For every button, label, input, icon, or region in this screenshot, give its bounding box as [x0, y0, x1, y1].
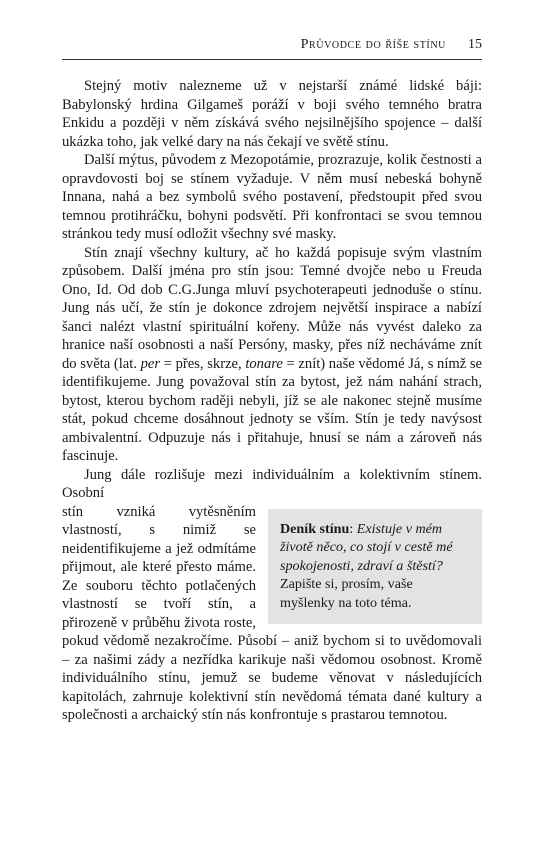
running-title: Průvodce do říše stínu — [300, 37, 446, 52]
latin-term-tonare: tonare — [245, 355, 283, 372]
journal-instruction: Zapište si, prosím, vaše myšlenky na toto téma. — [280, 576, 413, 611]
latin-term-per: per — [140, 355, 161, 372]
paragraph-collective-shadow-intro: Jung dále rozlišuje mezi individuálním a kolektivním stínem. Osobní — [62, 466, 482, 501]
journal-label: Deník stínu — [280, 520, 350, 537]
shadow-journal-box: Deník stínu: Existuje v mém životě něco, co stojí v cestě mé spokojenosti, zdraví a štěstí? Zapište si, prosím, vaše myšlenky na toto téma. — [268, 509, 482, 625]
paragraph-innana: Další mýtus, původem z Mezopotámie, prozrazuje, kolik čestnosti a opravdovosti boj se stínem vyžaduje. V něm musí nebeská bohyně Innana, nahá a bez symbolů svého postavení, předstoupit před svou temnou protihráčku, bohyni podsvětí. Při konfrontaci se svou temnou stránkou tedy musí odložit všechny své masky. — [62, 152, 482, 242]
text-segment: Stín znají všechny kultury, ač ho každá popisuje svým vlastním způsobem. Další jména pro stín jsou: Temné dvojče nebo u Freuda Ono, Id. Od dob C.G.Junga mluví psychoterapeuti jednoduše o stínu. Jung nás učí, že stín je dokonce zdrojem největší inspirace a nabízí šanci nalézt vlastní spirituální kořeny. Může nás vyvést daleko za hranice naší osobnosti a naší Persóny, masky, přes níž necháváme znít do světa (lat. — [62, 244, 482, 372]
journal-question: Existuje v mém životě něco, co stojí v cestě mé spokojenosti, zdraví a štěstí? — [280, 520, 453, 574]
main-text — [62, 77, 482, 725]
page-number: 15 — [468, 37, 482, 52]
paragraph-collective-shadow: stín vzniká vytěsněním vlastností, s nimiž se neidentifikujeme a jež odmítáme přijmout, ale které přesto máme. Ze souboru těchto potlačených vlastností se tvoří stín, a přirozeně v průběhu života roste, pokud vědomě nezakročíme. Působí – aniž bychom si to uvědomovali – za našimi zády a nezřídka karikuje naši vědomou osobnost. Kromě individuálního stínu, jemuž se budeme věnovat v následujících kapitolách, zahrnuje kolektivní stín nevědomá témata dané kultury a společnosti a archaický stín nás konfrontuje s prastarou temnotou. — [62, 503, 482, 723]
running-header — [62, 37, 482, 60]
text-segment: = znít) naše vědomé Já, s nímž se identifikujeme. Jung považoval stín za bytost, jež nám nahání strach, bytost, kterou bychom raději nebyli, jíž se ale nakonec stejně musíme stát, pokud chceme dosáhnout jednoty se vším. Stín je tedy navýsost ambivalentní. Odpuzuje nás i přitahuje, hnusí se nám a zároveň nás fascinuje. — [62, 355, 483, 464]
paragraph-gilgamesh: Stejný motiv nalezneme už v nejstarší známé lidské báji: Babylonský hrdina Gilgameš poráží v boji svého temného bratra Enkidu a později v něm získává svého nejsilnějšího spojence – další ukázka toho, jak velké dary na nás čekají ve světě stínu. — [62, 78, 482, 150]
text-segment: = přes, skrze, — [160, 355, 246, 372]
paragraph-jung-shadow — [62, 244, 482, 466]
